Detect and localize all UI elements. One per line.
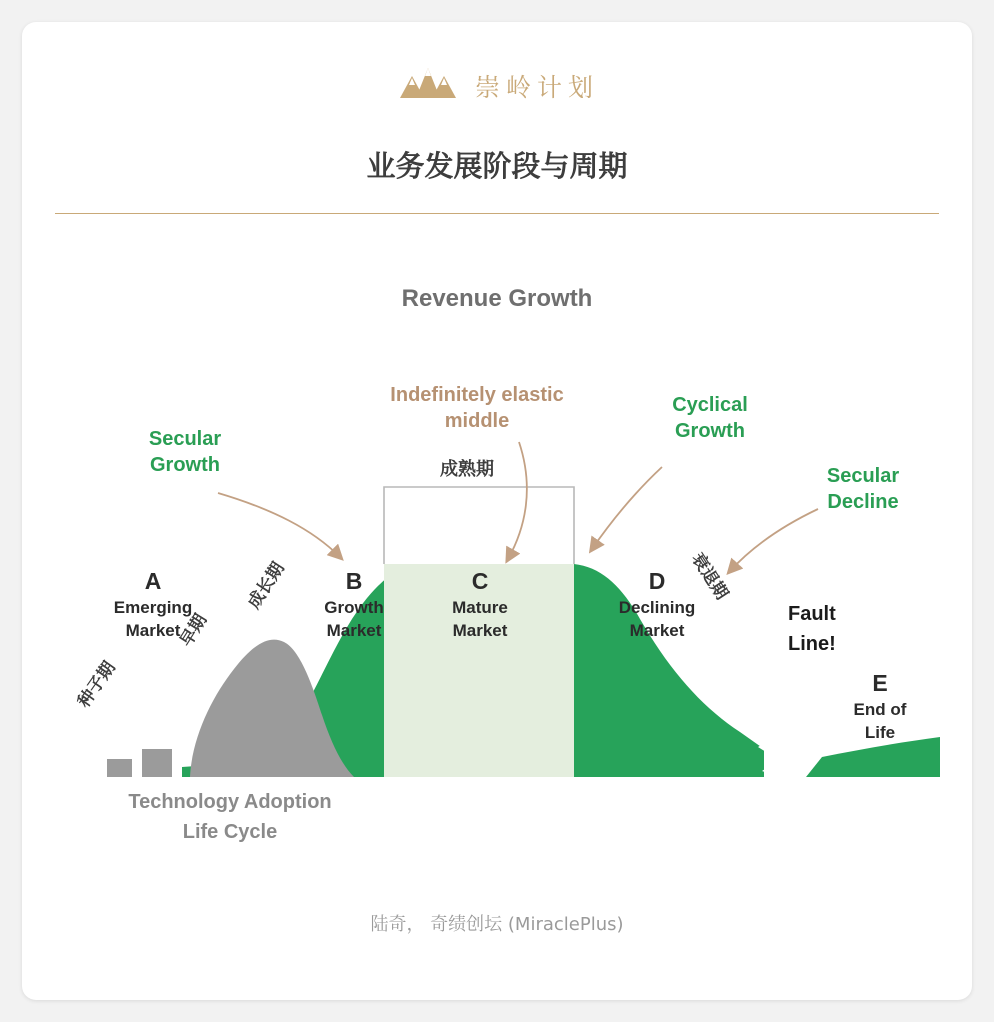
phase-label-seed: 种子期 [74,658,120,712]
stage-a-name-2: Market [125,621,181,640]
stage-e-letter: E [872,670,888,696]
stage-label-c [400,566,560,642]
stage-c-name-2: Market [452,621,508,640]
slide-card [22,22,972,1000]
tal-line2: Life Cycle [182,821,278,843]
technology-adoption-curve [107,749,172,777]
fault-line1: Fault [788,603,836,625]
stage-d-name-2: Market [629,621,685,640]
phase-label-early: 早期 [176,610,212,651]
brand-name: 崇岭计划 [474,72,599,102]
secular-growth-arrow [218,493,340,557]
stage-b-letter: B [345,568,363,594]
tal-line1: Technology Adoption [128,791,332,813]
header-divider [55,213,939,214]
stage-c-name-1: Mature [452,598,508,617]
stage-label-e [810,668,950,744]
indefinitely-elastic-arrow [508,442,527,559]
secular-decline-line1: Secular [826,465,900,487]
stage-a-letter: A [144,568,162,594]
phase-label-mature: 成熟期 [440,459,494,480]
footer-attribution: 陆奇， 奇绩创坛 (MiraclePlus) [370,914,624,935]
callout-secular-decline [778,463,948,515]
phase-label-growth: 成长期 [244,558,289,613]
secular-decline-arrow [730,509,818,571]
stage-label-a [68,566,238,642]
stage-e-name-2: Life [864,723,896,742]
cyclical-line1: Cyclical [672,394,748,416]
stage-b-name-2: Market [326,621,382,640]
stage-d-name-1: Declining [618,598,696,617]
secular-growth-line1: Secular [148,428,222,450]
brand-header [22,66,972,105]
callout-cyclical-growth [630,392,790,444]
stage-e-name-1: End of [853,700,907,719]
secular-decline-line2: Decline [827,491,899,513]
page-title: 业务发展阶段与周期 [366,149,628,183]
stage-b-name-1: Growth [324,598,384,617]
stage-c-letter: C [471,568,489,594]
stage-a-name-1: Emerging [113,598,193,617]
indef-line2: middle [444,410,510,432]
callout-indefinitely-elastic-middle [352,382,602,434]
callout-secular-growth [100,426,270,478]
secular-growth-line2: Growth [150,454,220,476]
fault-line2: Line! [788,633,836,655]
indef-line1: Indefinitely elastic [390,384,564,406]
mountains-icon [395,66,461,105]
phase-label-decline: 衰退期 [687,549,732,604]
mature-bracket [384,487,574,564]
stage-d-letter: D [648,568,666,594]
technology-adoption-caption [70,787,390,847]
diagram-canvas [22,237,972,887]
cyclical-growth-arrow [592,467,662,549]
chart-title: Revenue Growth [401,285,593,312]
callout-fault-line [788,599,836,659]
cyclical-line2: Growth [675,420,745,442]
